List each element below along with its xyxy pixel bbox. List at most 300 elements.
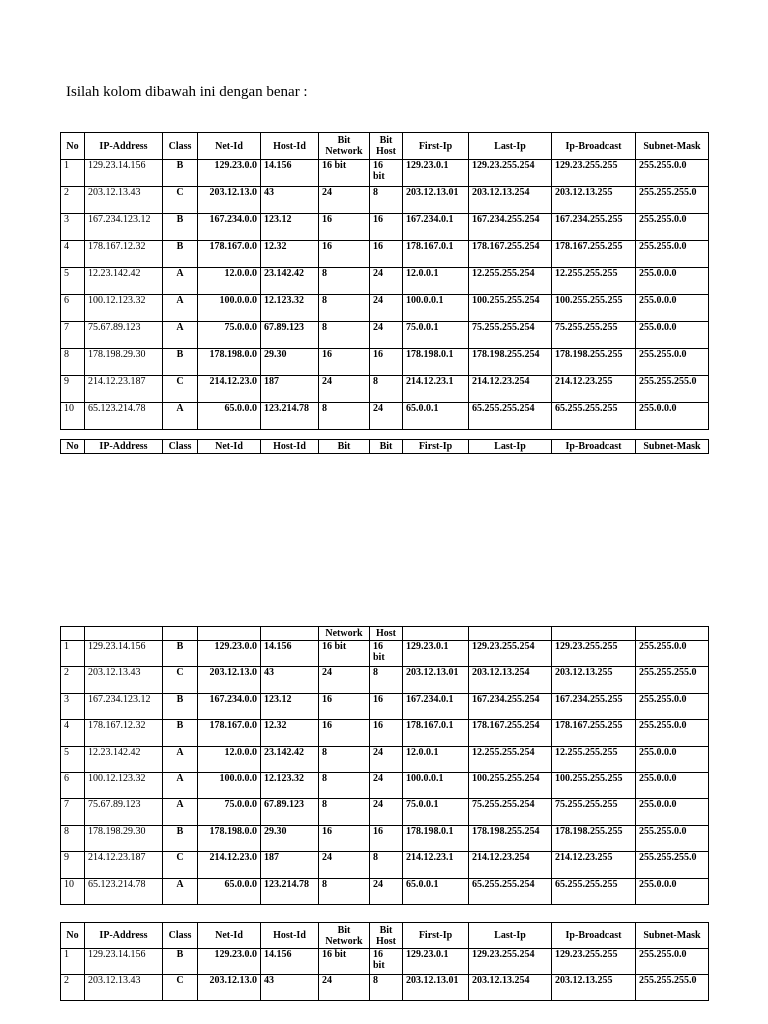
cell-first-ip: 178.198.0.1 <box>403 349 469 376</box>
table-header-row <box>61 133 709 160</box>
cell-ip-broadcast: 100.255.255.255 <box>552 772 636 798</box>
table-row <box>61 852 709 878</box>
ip-table-2-header <box>60 439 709 454</box>
cell-ip-broadcast: 12.255.255.255 <box>552 268 636 295</box>
cell-bit-network: 16 <box>319 693 370 719</box>
cell-subnet-mask: 255.255.0.0 <box>636 241 709 268</box>
cell-first-ip: 203.12.13.01 <box>403 667 469 693</box>
cell-ip-address: 178.198.29.30 <box>85 349 163 376</box>
header-host-id: Host-Id <box>261 440 319 454</box>
cell-ip-address: 178.167.12.32 <box>85 720 163 746</box>
cell-bit-network: 16 <box>319 825 370 851</box>
cell-ip-broadcast: 178.167.255.255 <box>552 241 636 268</box>
table-row <box>61 772 709 798</box>
header-bit-host: Bit Host <box>370 133 403 160</box>
cell-no: 2 <box>61 187 85 214</box>
cell-bit-network: 24 <box>319 852 370 878</box>
cell-host-id: 23.142.42 <box>261 746 319 772</box>
cell-bit-host: 16 bit <box>370 641 403 667</box>
cell-ip-broadcast: 167.234.255.255 <box>552 214 636 241</box>
cell-last-ip: 203.12.13.254 <box>469 187 552 214</box>
table-row <box>61 241 709 268</box>
cell-ip-broadcast: 12.255.255.255 <box>552 746 636 772</box>
cell-net-id: 129.23.0.0 <box>198 641 261 667</box>
cell-no: 9 <box>61 376 85 403</box>
cell-bit-host: 24 <box>370 772 403 798</box>
cell-net-id: 12.0.0.0 <box>198 268 261 295</box>
header-class: Class <box>163 440 198 454</box>
cell-last-ip: 203.12.13.254 <box>469 975 552 1001</box>
cell-class: C <box>163 187 198 214</box>
cell-subnet-mask: 255.0.0.0 <box>636 878 709 904</box>
table-row <box>61 187 709 214</box>
cell-ip-address: 178.167.12.32 <box>85 241 163 268</box>
cell-last-ip: 178.198.255.254 <box>469 825 552 851</box>
cell-host-id: 12.123.32 <box>261 295 319 322</box>
cell-ip-broadcast: 100.255.255.255 <box>552 295 636 322</box>
header-first-ip: First-Ip <box>403 923 469 949</box>
cell-net-id: 75.0.0.0 <box>198 322 261 349</box>
cell-bit-host: 24 <box>370 746 403 772</box>
header-ip-address: IP-Address <box>85 923 163 949</box>
cell-bit-host: 16 bit <box>370 160 403 187</box>
cell-last-ip: 75.255.255.254 <box>469 322 552 349</box>
cell-subnet-mask: 255.255.255.0 <box>636 187 709 214</box>
cell-last-ip: 167.234.255.254 <box>469 214 552 241</box>
table-header-row <box>61 440 709 454</box>
cell-last-ip: 178.198.255.254 <box>469 349 552 376</box>
cell-bit-network: 8 <box>319 746 370 772</box>
cell-bit-network: 24 <box>319 376 370 403</box>
cell-net-id: 203.12.13.0 <box>198 667 261 693</box>
cell-last-ip: 100.255.255.254 <box>469 772 552 798</box>
cell-host-id: 29.30 <box>261 349 319 376</box>
cell-no: 10 <box>61 403 85 430</box>
header-last-ip: Last-Ip <box>469 923 552 949</box>
header-net-id: Net-Id <box>198 923 261 949</box>
cell-bit-network: 8 <box>319 322 370 349</box>
header-bit-host: Bit <box>370 440 403 454</box>
cell-ip-address: 167.234.123.12 <box>85 693 163 719</box>
cell-host-id: 67.89.123 <box>261 799 319 825</box>
header-subnet-mask: Subnet-Mask <box>636 923 709 949</box>
cell-net-id: 178.198.0.0 <box>198 349 261 376</box>
cell-last-ip: 12.255.255.254 <box>469 268 552 295</box>
cell-no: 5 <box>61 268 85 295</box>
table-row <box>61 160 709 187</box>
cell-class: B <box>163 349 198 376</box>
table-row <box>61 746 709 772</box>
cell-first-ip: 129.23.0.1 <box>403 641 469 667</box>
header-net-id: Net-Id <box>198 133 261 160</box>
header-bit-network: Bit <box>319 440 370 454</box>
cell-net-id: 167.234.0.0 <box>198 214 261 241</box>
cell-host-id: 187 <box>261 852 319 878</box>
cell-bit-network: 16 bit <box>319 160 370 187</box>
cell-last-ip: 129.23.255.254 <box>469 160 552 187</box>
cell-host-id: 123.12 <box>261 214 319 241</box>
cell-net-id: 12.0.0.0 <box>198 746 261 772</box>
cell-ip-address: 100.12.123.32 <box>85 772 163 798</box>
cell-ip-broadcast: 129.23.255.255 <box>552 949 636 975</box>
cell-class: C <box>163 975 198 1001</box>
cell-subnet-mask: 255.255.0.0 <box>636 641 709 667</box>
cell-class: A <box>163 772 198 798</box>
cell-bit-host: 8 <box>370 187 403 214</box>
cell-ip-address: 65.123.214.78 <box>85 878 163 904</box>
ip-table-1 <box>60 132 709 430</box>
cell-no: 5 <box>61 746 85 772</box>
cell-subnet-mask: 255.255.0.0 <box>636 349 709 376</box>
cell-bit-network: 8 <box>319 403 370 430</box>
table-row <box>61 322 709 349</box>
cell-ip-broadcast: 203.12.13.255 <box>552 187 636 214</box>
ip-table-4 <box>60 922 709 1001</box>
table-row <box>61 949 709 975</box>
cell-class: B <box>163 241 198 268</box>
cell-ip-broadcast: 75.255.255.255 <box>552 799 636 825</box>
cell-net-id: 167.234.0.0 <box>198 693 261 719</box>
cell-ip-address: 100.12.123.32 <box>85 295 163 322</box>
table-row <box>61 268 709 295</box>
cell-ip-address: 214.12.23.187 <box>85 852 163 878</box>
cell-first-ip: 100.0.0.1 <box>403 772 469 798</box>
cell-ip-broadcast: 178.167.255.255 <box>552 720 636 746</box>
cell-last-ip: 65.255.255.254 <box>469 403 552 430</box>
cell-bit-host: 24 <box>370 322 403 349</box>
table-row <box>61 693 709 719</box>
cell-class: B <box>163 825 198 851</box>
cell-bit-network: 24 <box>319 667 370 693</box>
header-no: No <box>61 923 85 949</box>
cell-bit-host: 24 <box>370 295 403 322</box>
cell-host-id: 14.156 <box>261 160 319 187</box>
cell-ip-address: 214.12.23.187 <box>85 376 163 403</box>
cell-ip-address: 129.23.14.156 <box>85 160 163 187</box>
header-host-id: Host-Id <box>261 923 319 949</box>
cell-ip-broadcast: 167.234.255.255 <box>552 693 636 719</box>
cell-net-id: 178.167.0.0 <box>198 241 261 268</box>
cell-host-id: 29.30 <box>261 825 319 851</box>
cell-net-id: 65.0.0.0 <box>198 403 261 430</box>
cell-host-id: 43 <box>261 187 319 214</box>
cell-last-ip: 12.255.255.254 <box>469 746 552 772</box>
cell-ip-address: 75.67.89.123 <box>85 322 163 349</box>
cell-no: 7 <box>61 322 85 349</box>
cell-first-ip: 65.0.0.1 <box>403 878 469 904</box>
cell-ip-address: 203.12.13.43 <box>85 667 163 693</box>
cell-host-id: 43 <box>261 975 319 1001</box>
cell-last-ip: 178.167.255.254 <box>469 720 552 746</box>
cell-bit-network: 24 <box>319 975 370 1001</box>
cell-first-ip: 75.0.0.1 <box>403 322 469 349</box>
cell-no: 2 <box>61 667 85 693</box>
cell-bit-network: 16 bit <box>319 949 370 975</box>
cell-bit-network: 16 bit <box>319 641 370 667</box>
header-bit-host: Bit Host <box>370 923 403 949</box>
cell-host-id: 43 <box>261 667 319 693</box>
cell-no: 1 <box>61 160 85 187</box>
header-host-id: Host-Id <box>261 133 319 160</box>
cell-net-id: 203.12.13.0 <box>198 187 261 214</box>
cell-ip-address: 12.23.142.42 <box>85 268 163 295</box>
cell-ip-broadcast: 214.12.23.255 <box>552 376 636 403</box>
header-class: Class <box>163 923 198 949</box>
cell-no: 8 <box>61 825 85 851</box>
cell-ip-address: 129.23.14.156 <box>85 641 163 667</box>
cell-net-id: 178.167.0.0 <box>198 720 261 746</box>
table-row <box>61 349 709 376</box>
header-subnet-mask: Subnet-Mask <box>636 440 709 454</box>
cell-first-ip: 12.0.0.1 <box>403 268 469 295</box>
cell-net-id: 178.198.0.0 <box>198 825 261 851</box>
cell-bit-network: 8 <box>319 772 370 798</box>
cell-class: B <box>163 214 198 241</box>
header-ip-broadcast: Ip-Broadcast <box>552 923 636 949</box>
cell-host-id: 123.214.78 <box>261 403 319 430</box>
cell-bit-host: 16 <box>370 214 403 241</box>
cell-bit-network: 16 <box>319 349 370 376</box>
cell-subnet-mask: 255.255.255.0 <box>636 852 709 878</box>
table-row <box>61 641 709 667</box>
cell-subnet-mask: 255.255.0.0 <box>636 949 709 975</box>
cell-net-id: 214.12.23.0 <box>198 376 261 403</box>
cell-bit-host: 24 <box>370 878 403 904</box>
header-last-ip: Last-Ip <box>469 440 552 454</box>
cell-no: 2 <box>61 975 85 1001</box>
cell-first-ip: 178.167.0.1 <box>403 720 469 746</box>
cell-class: A <box>163 322 198 349</box>
cell-class: C <box>163 667 198 693</box>
header-ip-address: IP-Address <box>85 133 163 160</box>
cell-bit-network: 24 <box>319 187 370 214</box>
cell-no: 6 <box>61 772 85 798</box>
cell-net-id: 214.12.23.0 <box>198 852 261 878</box>
cell-ip-address: 167.234.123.12 <box>85 214 163 241</box>
header-bit-network: Bit Network <box>319 133 370 160</box>
cell-no: 4 <box>61 720 85 746</box>
cell-bit-host: 16 <box>370 720 403 746</box>
cell-bit-host: 16 bit <box>370 949 403 975</box>
cell-first-ip: 129.23.0.1 <box>403 949 469 975</box>
header-no: No <box>61 440 85 454</box>
cell-subnet-mask: 255.0.0.0 <box>636 322 709 349</box>
cell-bit-network: 8 <box>319 295 370 322</box>
cell-host-id: 23.142.42 <box>261 268 319 295</box>
cell-ip-broadcast: 129.23.255.255 <box>552 160 636 187</box>
header-first-ip: First-Ip <box>403 440 469 454</box>
cell-subnet-mask: 255.255.0.0 <box>636 214 709 241</box>
cell-last-ip: 203.12.13.254 <box>469 667 552 693</box>
header-no: No <box>61 133 85 160</box>
cell-class: A <box>163 746 198 772</box>
instruction-text: Isilah kolom dibawah ini dengan benar : <box>66 84 308 100</box>
cell-last-ip: 129.23.255.254 <box>469 949 552 975</box>
cell-no: 10 <box>61 878 85 904</box>
cell-bit-host: 16 <box>370 349 403 376</box>
table-row <box>61 403 709 430</box>
table-header-row <box>61 923 709 949</box>
cell-class: B <box>163 720 198 746</box>
cell-ip-broadcast: 203.12.13.255 <box>552 975 636 1001</box>
cell-first-ip: 75.0.0.1 <box>403 799 469 825</box>
cell-host-id: 12.32 <box>261 720 319 746</box>
cell-bit-host: 8 <box>370 667 403 693</box>
cell-last-ip: 167.234.255.254 <box>469 693 552 719</box>
cell-first-ip: 214.12.23.1 <box>403 852 469 878</box>
cell-host-id: 187 <box>261 376 319 403</box>
cell-class: A <box>163 403 198 430</box>
cell-host-id: 12.32 <box>261 241 319 268</box>
cell-last-ip: 65.255.255.254 <box>469 878 552 904</box>
cell-subnet-mask: 255.255.0.0 <box>636 693 709 719</box>
cell-subnet-mask: 255.255.255.0 <box>636 667 709 693</box>
cell-no: 9 <box>61 852 85 878</box>
cell-no: 3 <box>61 214 85 241</box>
cell-subnet-mask: 255.0.0.0 <box>636 268 709 295</box>
cell-ip-broadcast: 65.255.255.255 <box>552 878 636 904</box>
header-last-ip: Last-Ip <box>469 133 552 160</box>
header-bit-network: Network <box>319 627 370 641</box>
cell-bit-host: 24 <box>370 403 403 430</box>
cell-subnet-mask: 255.0.0.0 <box>636 403 709 430</box>
cell-ip-address: 178.198.29.30 <box>85 825 163 851</box>
table-row <box>61 376 709 403</box>
cell-first-ip: 100.0.0.1 <box>403 295 469 322</box>
cell-subnet-mask: 255.255.0.0 <box>636 720 709 746</box>
ip-table-3 <box>60 626 709 905</box>
cell-net-id: 203.12.13.0 <box>198 975 261 1001</box>
cell-bit-network: 8 <box>319 878 370 904</box>
table-row <box>61 799 709 825</box>
cell-ip-address: 65.123.214.78 <box>85 403 163 430</box>
cell-bit-host: 8 <box>370 852 403 878</box>
cell-last-ip: 214.12.23.254 <box>469 852 552 878</box>
cell-bit-host: 8 <box>370 376 403 403</box>
cell-first-ip: 129.23.0.1 <box>403 160 469 187</box>
cell-first-ip: 203.12.13.01 <box>403 975 469 1001</box>
cell-host-id: 14.156 <box>261 641 319 667</box>
cell-subnet-mask: 255.255.255.0 <box>636 975 709 1001</box>
cell-last-ip: 129.23.255.254 <box>469 641 552 667</box>
cell-first-ip: 178.198.0.1 <box>403 825 469 851</box>
cell-net-id: 100.0.0.0 <box>198 772 261 798</box>
cell-class: A <box>163 878 198 904</box>
cell-first-ip: 178.167.0.1 <box>403 241 469 268</box>
cell-no: 3 <box>61 693 85 719</box>
cell-class: B <box>163 949 198 975</box>
cell-subnet-mask: 255.0.0.0 <box>636 746 709 772</box>
header-bit-network: Bit Network <box>319 923 370 949</box>
cell-bit-host: 16 <box>370 825 403 851</box>
cell-host-id: 123.12 <box>261 693 319 719</box>
cell-no: 6 <box>61 295 85 322</box>
cell-no: 4 <box>61 241 85 268</box>
table-row <box>61 825 709 851</box>
table-row <box>61 295 709 322</box>
cell-bit-network: 8 <box>319 268 370 295</box>
header-ip-address: IP-Address <box>85 440 163 454</box>
cell-last-ip: 100.255.255.254 <box>469 295 552 322</box>
cell-subnet-mask: 255.255.0.0 <box>636 825 709 851</box>
table-row <box>61 720 709 746</box>
cell-first-ip: 203.12.13.01 <box>403 187 469 214</box>
cell-ip-broadcast: 178.198.255.255 <box>552 349 636 376</box>
cell-last-ip: 178.167.255.254 <box>469 241 552 268</box>
header-ip-broadcast: Ip-Broadcast <box>552 133 636 160</box>
cell-bit-network: 16 <box>319 720 370 746</box>
cell-host-id: 14.156 <box>261 949 319 975</box>
cell-bit-host: 16 <box>370 241 403 268</box>
cell-ip-address: 12.23.142.42 <box>85 746 163 772</box>
cell-ip-address: 203.12.13.43 <box>85 187 163 214</box>
cell-bit-host: 24 <box>370 268 403 295</box>
table-row <box>61 975 709 1001</box>
header-ip-broadcast: Ip-Broadcast <box>552 440 636 454</box>
cell-no: 1 <box>61 949 85 975</box>
cell-bit-host: 8 <box>370 975 403 1001</box>
cell-first-ip: 214.12.23.1 <box>403 376 469 403</box>
cell-class: A <box>163 295 198 322</box>
cell-ip-address: 75.67.89.123 <box>85 799 163 825</box>
cell-bit-network: 16 <box>319 214 370 241</box>
cell-bit-network: 16 <box>319 241 370 268</box>
header-net-id: Net-Id <box>198 440 261 454</box>
cell-class: B <box>163 641 198 667</box>
cell-bit-network: 8 <box>319 799 370 825</box>
cell-no: 1 <box>61 641 85 667</box>
cell-net-id: 75.0.0.0 <box>198 799 261 825</box>
cell-first-ip: 12.0.0.1 <box>403 746 469 772</box>
cell-class: C <box>163 852 198 878</box>
cell-host-id: 67.89.123 <box>261 322 319 349</box>
cell-subnet-mask: 255.0.0.0 <box>636 772 709 798</box>
cell-last-ip: 214.12.23.254 <box>469 376 552 403</box>
cell-no: 7 <box>61 799 85 825</box>
header-subnet-mask: Subnet-Mask <box>636 133 709 160</box>
cell-ip-broadcast: 75.255.255.255 <box>552 322 636 349</box>
cell-class: C <box>163 376 198 403</box>
cell-no: 8 <box>61 349 85 376</box>
table-row <box>61 878 709 904</box>
cell-net-id: 100.0.0.0 <box>198 295 261 322</box>
cell-host-id: 12.123.32 <box>261 772 319 798</box>
header-class: Class <box>163 133 198 160</box>
cell-class: A <box>163 268 198 295</box>
table-row <box>61 214 709 241</box>
cell-ip-broadcast: 65.255.255.255 <box>552 403 636 430</box>
header-bit-host: Host <box>370 627 403 641</box>
cell-class: A <box>163 799 198 825</box>
cell-bit-host: 24 <box>370 799 403 825</box>
cell-bit-host: 16 <box>370 693 403 719</box>
cell-ip-broadcast: 214.12.23.255 <box>552 852 636 878</box>
cell-net-id: 129.23.0.0 <box>198 160 261 187</box>
cell-ip-broadcast: 178.198.255.255 <box>552 825 636 851</box>
cell-subnet-mask: 255.0.0.0 <box>636 799 709 825</box>
cell-net-id: 129.23.0.0 <box>198 949 261 975</box>
cell-host-id: 123.214.78 <box>261 878 319 904</box>
cell-ip-address: 129.23.14.156 <box>85 949 163 975</box>
cell-ip-broadcast: 129.23.255.255 <box>552 641 636 667</box>
cell-subnet-mask: 255.255.255.0 <box>636 376 709 403</box>
cell-subnet-mask: 255.0.0.0 <box>636 295 709 322</box>
table-row <box>61 667 709 693</box>
cell-first-ip: 167.234.0.1 <box>403 214 469 241</box>
table-header-row <box>61 627 709 641</box>
cell-first-ip: 65.0.0.1 <box>403 403 469 430</box>
cell-ip-broadcast: 203.12.13.255 <box>552 667 636 693</box>
